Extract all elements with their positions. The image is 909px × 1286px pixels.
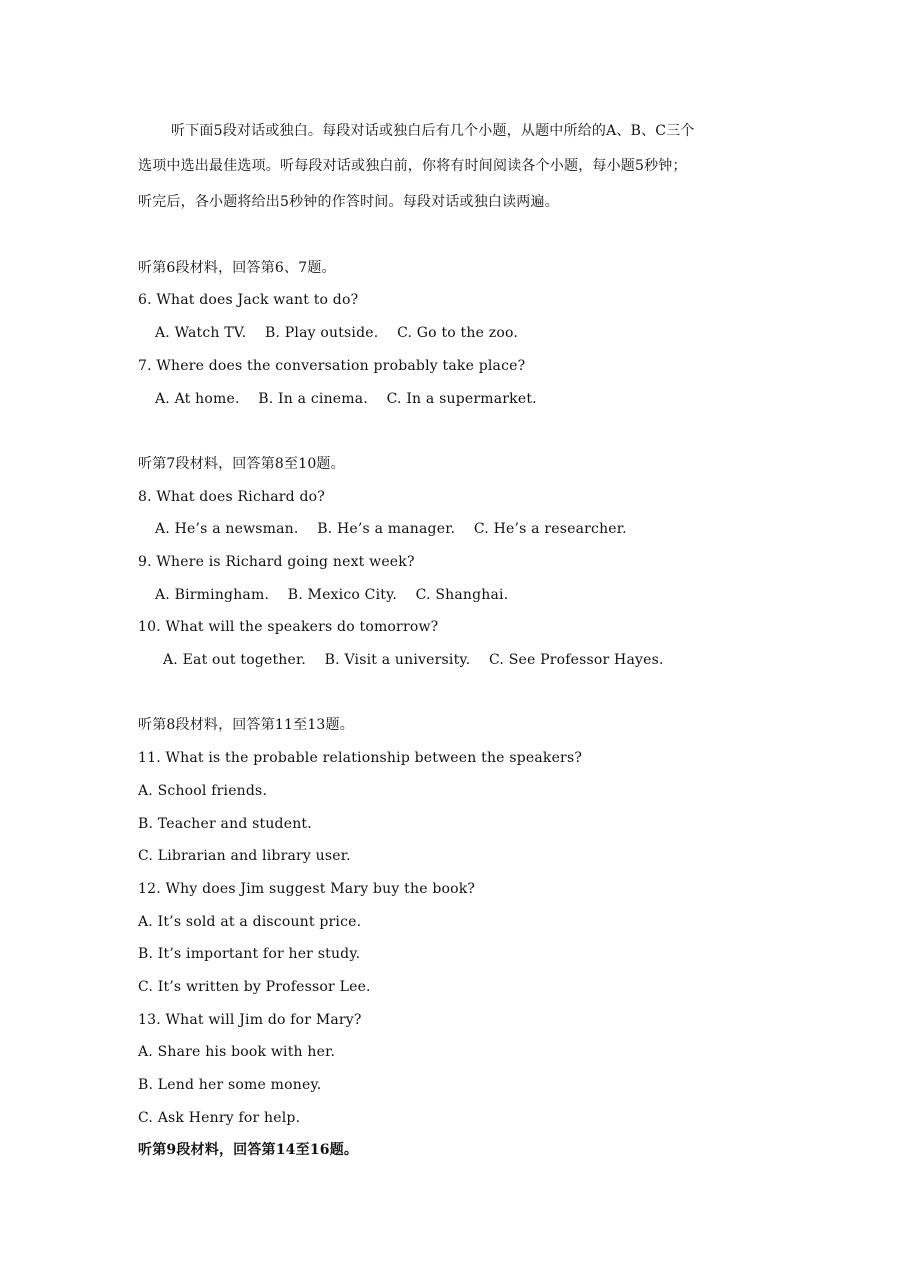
question-8: 8. What does Richard do?: [138, 489, 325, 505]
question-9: 9. Where is Richard going next week?: [138, 554, 415, 570]
question-13: 13. What will Jim do for Mary?: [138, 1012, 362, 1028]
option-a: A. He’s a newsman.: [155, 521, 299, 537]
question-11-option-b: B. Teacher and student.: [138, 816, 312, 832]
option-b: B. Visit a university.: [324, 652, 471, 668]
question-13-option-c: C. Ask Henry for help.: [138, 1110, 301, 1126]
question-12-option-b: B. It’s important for her study.: [138, 946, 361, 962]
option-b: B. He’s a manager.: [317, 521, 456, 537]
question-7: 7. Where does the conversation probably take place?: [138, 358, 526, 374]
option-b: B. Mexico City.: [287, 587, 397, 603]
question-6-options: [155, 324, 518, 342]
option-c: C. See Professor Hayes.: [488, 652, 664, 668]
question-13-option-a: A. Share his book with her.: [138, 1044, 336, 1060]
question-9-options: [155, 586, 508, 604]
intro-line-2: 选项中选出最佳选项。听每段对话或独白前，你将有时间阅读各个小题，每小题5秒钟；: [138, 158, 687, 174]
option-b: B. Play outside.: [264, 325, 379, 341]
section-7-heading: 听第7段材料，回答第8至10题。: [138, 456, 345, 472]
option-c: C. In a supermarket.: [386, 391, 537, 407]
option-a: A. Watch TV.: [155, 325, 247, 341]
option-a: A. Birmingham.: [155, 587, 270, 603]
question-12: 12. Why does Jim suggest Mary buy the book?: [138, 881, 476, 897]
option-c: C. Go to the zoo.: [397, 325, 518, 341]
question-11-option-a: A. School friends.: [138, 783, 268, 799]
option-c: C. Shanghai.: [415, 587, 509, 603]
intro-line-1: 听下面5段对话或独白。每段对话或独白后有几个小题，从题中所给的A、B、C三个: [171, 123, 695, 139]
question-10: 10. What will the speakers do tomorrow?: [138, 619, 439, 635]
question-13-option-b: B. Lend her some money.: [138, 1077, 322, 1093]
question-6: 6. What does Jack want to do?: [138, 292, 359, 308]
option-b: B. In a cinema.: [258, 391, 368, 407]
question-11-option-c: C. Librarian and library user.: [138, 848, 351, 864]
section-6-heading: 听第6段材料，回答第6、7题。: [138, 260, 336, 276]
option-a: A. At home.: [155, 391, 240, 407]
intro-line-3: 听完后，各小题将给出5秒钟的作答时间。每段对话或独白读两遍。: [138, 194, 559, 210]
option-a: A. Eat out together.: [163, 652, 307, 668]
question-12-option-a: A. It’s sold at a discount price.: [138, 914, 362, 930]
section-9-heading: 听第9段材料，回答第14至16题。: [138, 1142, 359, 1158]
question-12-option-c: C. It’s written by Professor Lee.: [138, 979, 371, 995]
question-8-options: [155, 520, 627, 538]
section-8-heading: 听第8段材料，回答第11至13题。: [138, 717, 354, 733]
question-10-options: [163, 651, 664, 669]
option-c: C. He’s a researcher.: [473, 521, 627, 537]
question-7-options: [155, 390, 537, 408]
question-11: 11. What is the probable relationship between the speakers?: [138, 750, 583, 766]
